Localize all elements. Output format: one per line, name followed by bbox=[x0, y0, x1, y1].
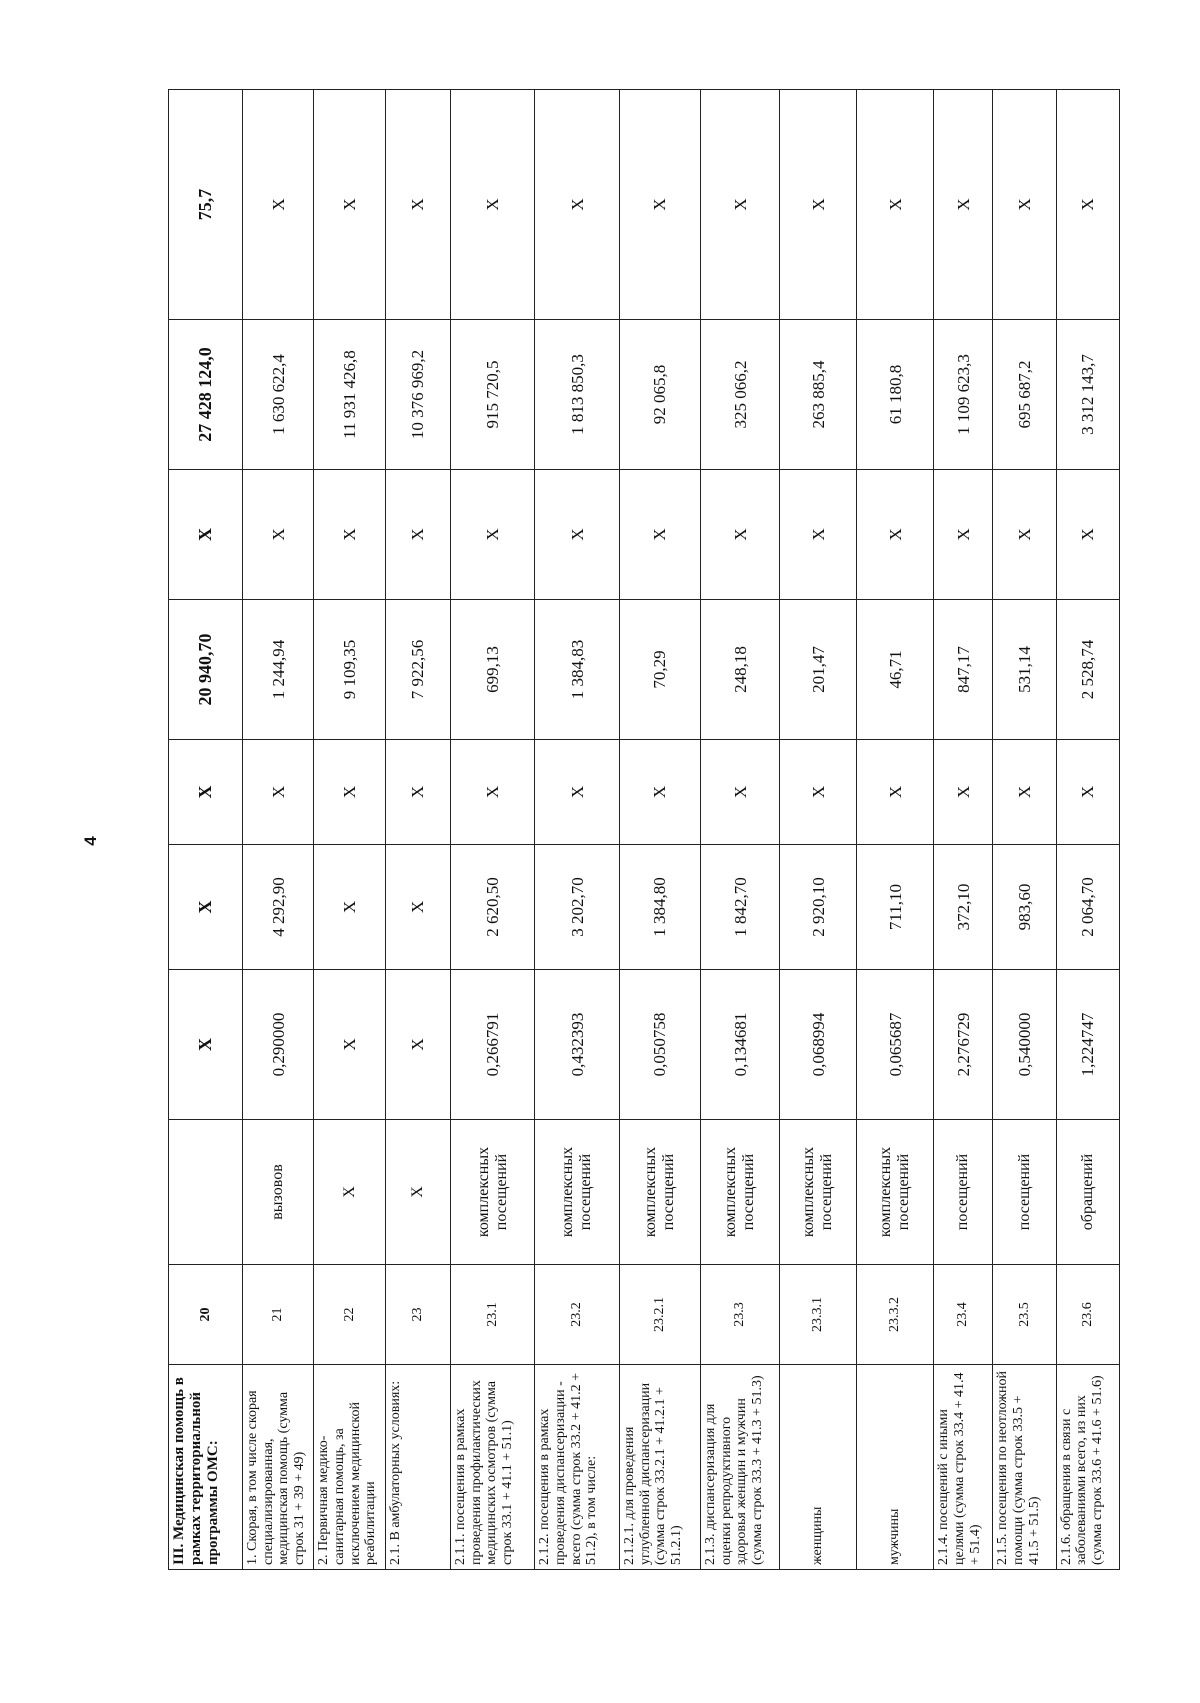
cell-v7: X bbox=[1056, 90, 1119, 320]
table-row bbox=[535, 90, 619, 1570]
cell-v7: X bbox=[993, 90, 1056, 320]
cell-name: 2.1.4. посещений с иными целями (сумма строк 33.4 + 41.4 + 51.4) bbox=[934, 1365, 993, 1570]
cell-v1: 0,068994 bbox=[780, 970, 857, 1120]
cell-v6: 695 687,2 bbox=[993, 320, 1056, 470]
cell-v6: 92 065,8 bbox=[619, 320, 700, 470]
cell-name: мужчины bbox=[857, 1365, 934, 1570]
cell-v1: 0,134681 bbox=[701, 970, 780, 1120]
table-header-row bbox=[169, 90, 243, 1570]
cell-v5: X bbox=[535, 470, 619, 600]
cell-v6: 1 813 850,3 bbox=[535, 320, 619, 470]
cell-v4: 1 244,94 bbox=[242, 600, 313, 740]
cell-unit: комплексных посещений bbox=[535, 1120, 619, 1265]
cell-v1: X bbox=[314, 970, 385, 1120]
cell-num: 23.3.1 bbox=[780, 1265, 857, 1365]
cell-v4: 847,17 bbox=[934, 600, 993, 740]
cell-v1: 0,050758 bbox=[619, 970, 700, 1120]
cell-v7: 75,7 bbox=[169, 90, 243, 320]
cell-v7: X bbox=[619, 90, 700, 320]
cell-v3: X bbox=[451, 740, 535, 845]
cell-v2: 4 292,90 bbox=[242, 845, 313, 970]
cell-name: женщины bbox=[780, 1365, 857, 1570]
cell-v5: X bbox=[701, 470, 780, 600]
cell-v4: 1 384,83 bbox=[535, 600, 619, 740]
table-row bbox=[780, 90, 857, 1570]
cell-v4: 7 922,56 bbox=[385, 600, 450, 740]
cell-num: 23.3.2 bbox=[857, 1265, 934, 1365]
cell-v3: X bbox=[1056, 740, 1119, 845]
cell-v2: 3 202,70 bbox=[535, 845, 619, 970]
cell-v5: X bbox=[857, 470, 934, 600]
cell-v3: X bbox=[169, 740, 243, 845]
table-row bbox=[993, 90, 1056, 1570]
cell-v1: 0,540000 bbox=[993, 970, 1056, 1120]
cell-v7: X bbox=[314, 90, 385, 320]
cell-unit: X bbox=[385, 1120, 450, 1265]
cell-v6: 61 180,8 bbox=[857, 320, 934, 470]
cell-unit: посещений bbox=[993, 1120, 1056, 1265]
table-row bbox=[314, 90, 385, 1570]
cell-v3: X bbox=[619, 740, 700, 845]
cell-v6: 325 066,2 bbox=[701, 320, 780, 470]
cell-v6: 10 376 969,2 bbox=[385, 320, 450, 470]
cell-v1: X bbox=[169, 970, 243, 1120]
cell-v4: 248,18 bbox=[701, 600, 780, 740]
cell-v5: X bbox=[314, 470, 385, 600]
cell-name: 2.1.2. посещения в рамках проведения диспансеризации - всего (сумма строк 33.2 + 41.2 + 51.2), в том числе: bbox=[535, 1365, 619, 1570]
cell-v4: 531,14 bbox=[993, 600, 1056, 740]
cell-v5: X bbox=[451, 470, 535, 600]
cell-v2: 372,10 bbox=[934, 845, 993, 970]
cell-v5: X bbox=[780, 470, 857, 600]
cell-v2: 2 064,70 bbox=[1056, 845, 1119, 970]
cell-num: 23.6 bbox=[1056, 1265, 1119, 1365]
cell-v2: 1 842,70 bbox=[701, 845, 780, 970]
cell-v3: X bbox=[314, 740, 385, 845]
cell-v5: X bbox=[169, 470, 243, 600]
cell-v2: X bbox=[169, 845, 243, 970]
cell-num: 20 bbox=[169, 1265, 243, 1365]
cell-v7: X bbox=[857, 90, 934, 320]
cell-name: 2.1.2.1. для проведения углубленной диспансеризации (сумма строк 33.2.1 + 41.2.1 + 51.2.1) bbox=[619, 1365, 700, 1570]
cell-v7: X bbox=[934, 90, 993, 320]
cell-v5: X bbox=[934, 470, 993, 600]
cell-v1: 0,432393 bbox=[535, 970, 619, 1120]
cell-name: 2. Первичная медико-санитарная помощь, за исключением медицинской реабилитации bbox=[314, 1365, 385, 1570]
cell-v3: X bbox=[993, 740, 1056, 845]
cell-num: 23.2.1 bbox=[619, 1265, 700, 1365]
cell-v6: 27 428 124,0 bbox=[169, 320, 243, 470]
cell-unit: обращений bbox=[1056, 1120, 1119, 1265]
cell-unit: X bbox=[314, 1120, 385, 1265]
cell-num: 23.3 bbox=[701, 1265, 780, 1365]
cell-v7: X bbox=[451, 90, 535, 320]
cell-name: III. Медицинская помощь в рамках территориальной программы ОМС: bbox=[169, 1365, 243, 1570]
rotated-table-wrapper bbox=[168, 90, 1120, 1570]
cell-v3: X bbox=[385, 740, 450, 845]
table-row bbox=[1056, 90, 1119, 1570]
cell-unit: комплексных посещений bbox=[451, 1120, 535, 1265]
cell-unit: комплексных посещений bbox=[619, 1120, 700, 1265]
cell-v7: X bbox=[535, 90, 619, 320]
cell-v2: 711,10 bbox=[857, 845, 934, 970]
cell-v1: X bbox=[385, 970, 450, 1120]
cell-num: 23.2 bbox=[535, 1265, 619, 1365]
cell-num: 23 bbox=[385, 1265, 450, 1365]
cell-v2: 2 620,50 bbox=[451, 845, 535, 970]
cell-v4: 9 109,35 bbox=[314, 600, 385, 740]
cell-v5: X bbox=[619, 470, 700, 600]
cell-v3: X bbox=[934, 740, 993, 845]
page-number: 4 bbox=[81, 836, 100, 846]
cell-unit: комплексных посещений bbox=[857, 1120, 934, 1265]
cell-v2: X bbox=[314, 845, 385, 970]
table-row bbox=[934, 90, 993, 1570]
cell-v1: 2,276729 bbox=[934, 970, 993, 1120]
cell-v1: 0,266791 bbox=[451, 970, 535, 1120]
cell-unit bbox=[169, 1120, 243, 1265]
cell-v6: 915 720,5 bbox=[451, 320, 535, 470]
cell-v2: 983,60 bbox=[993, 845, 1056, 970]
cell-num: 23.4 bbox=[934, 1265, 993, 1365]
cell-v4: 70,29 bbox=[619, 600, 700, 740]
cell-unit: посещений bbox=[934, 1120, 993, 1265]
cell-v7: X bbox=[385, 90, 450, 320]
cell-name: 2.1.1. посещения в рамках проведения профилактических медицинских осмотров (сумма строк 33.1 + 41.1 + 51.1) bbox=[451, 1365, 535, 1570]
cell-v4: 201,47 bbox=[780, 600, 857, 740]
cell-v3: X bbox=[701, 740, 780, 845]
cell-num: 23.1 bbox=[451, 1265, 535, 1365]
cell-name: 1. Скорая, в том числе скорая специализированная, медицинская помощь (сумма строк 31 + 39 + 49) bbox=[242, 1365, 313, 1570]
cell-v3: X bbox=[780, 740, 857, 845]
table-row bbox=[619, 90, 700, 1570]
cell-v1: 1,224747 bbox=[1056, 970, 1119, 1120]
cell-v6: 11 931 426,8 bbox=[314, 320, 385, 470]
cell-unit: комплексных посещений bbox=[780, 1120, 857, 1265]
cell-v3: X bbox=[857, 740, 934, 845]
cell-v4: 2 528,74 bbox=[1056, 600, 1119, 740]
cell-v4: 46,71 bbox=[857, 600, 934, 740]
cell-v7: X bbox=[780, 90, 857, 320]
cell-v4: 699,13 bbox=[451, 600, 535, 740]
cell-name: 2.1. В амбулаторных условиях: bbox=[385, 1365, 450, 1570]
cell-v2: 2 920,10 bbox=[780, 845, 857, 970]
cell-v6: 1 630 622,4 bbox=[242, 320, 313, 470]
cell-num: 23.5 bbox=[993, 1265, 1056, 1365]
cell-v4: 20 940,70 bbox=[169, 600, 243, 740]
cell-unit: вызовов bbox=[242, 1120, 313, 1265]
table-row bbox=[385, 90, 450, 1570]
table-row bbox=[857, 90, 934, 1570]
cell-name: 2.1.3. диспансеризация для оценки репродуктивного здоровья женщин и мужчин (сумма строк 33.3 + 41.3 + 51.3) bbox=[701, 1365, 780, 1570]
table-row bbox=[701, 90, 780, 1570]
cell-num: 21 bbox=[242, 1265, 313, 1365]
cell-v5: X bbox=[385, 470, 450, 600]
cell-v7: X bbox=[701, 90, 780, 320]
cell-num: 22 bbox=[314, 1265, 385, 1365]
cell-v6: 3 312 143,7 bbox=[1056, 320, 1119, 470]
cell-v2: X bbox=[385, 845, 450, 970]
cell-v3: X bbox=[535, 740, 619, 845]
cell-v3: X bbox=[242, 740, 313, 845]
cell-v2: 1 384,80 bbox=[619, 845, 700, 970]
cell-v1: 0,290000 bbox=[242, 970, 313, 1120]
cell-v7: X bbox=[242, 90, 313, 320]
cell-v5: X bbox=[993, 470, 1056, 600]
cell-v5: X bbox=[242, 470, 313, 600]
cell-name: 2.1.5. посещения по неотложной помощи (сумма строк 33.5 + 41.5 + 51.5) bbox=[993, 1365, 1056, 1570]
medical-care-table bbox=[168, 89, 1120, 1570]
cell-v6: 1 109 623,3 bbox=[934, 320, 993, 470]
cell-v6: 263 885,4 bbox=[780, 320, 857, 470]
cell-unit: комплексных посещений bbox=[701, 1120, 780, 1265]
cell-v5: X bbox=[1056, 470, 1119, 600]
table-row bbox=[242, 90, 313, 1570]
cell-name: 2.1.6. обращения в связи с заболеваниями всего, из них (сумма строк 33.6 + 41.6 + 51.6) bbox=[1056, 1365, 1119, 1570]
table-row bbox=[451, 90, 535, 1570]
cell-v1: 0,065687 bbox=[857, 970, 934, 1120]
